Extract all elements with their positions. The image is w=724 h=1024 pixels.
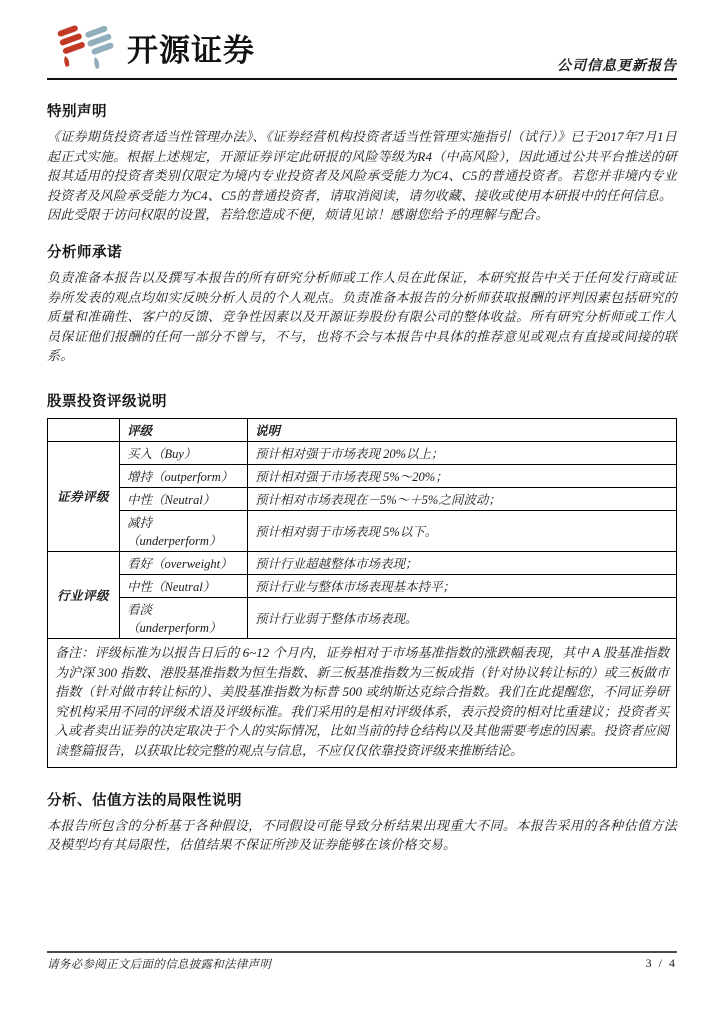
rating-note: 备注：评级标准为以报告日后的 6~12 个月内，证券相对于市场基准指数的涨跌幅表现，其中 A 股基准指数为沪深 300 指数、港股基准指数为恒生指数、新三板基准指数为三板成指（针对协议转让标的）或三板做市指数（针对做市转让标的）、美股基准指数为标普 500 或纳斯达克综合指数。我们在此提醒您，不同证券研究机构采用不同的评级术语及评级标准。我们采用的是相对评级体系，表示投资的相对比重建议；投资者买入或者卖出证券的决定取决于个人的实际情况，比如当前的持仓结构以及其他需要考虑的因素。投资者应阅读整篇报告，以获取比较完整的观点与信息，不应仅仅依靠投资评级来推断结论。 bbox=[48, 638, 677, 767]
header-cell-empty bbox=[48, 418, 120, 441]
table-row bbox=[48, 464, 677, 487]
description-cell: 预计行业与整体市场表现基本持平； bbox=[248, 574, 677, 597]
report-footer bbox=[47, 951, 677, 972]
description-cell: 预计行业弱于整体市场表现。 bbox=[248, 597, 677, 638]
rating-cell: 增持（outperform） bbox=[120, 464, 248, 487]
rating-table bbox=[47, 418, 677, 768]
page-number: 3 / 4 bbox=[645, 956, 677, 970]
section-analyst-pledge bbox=[47, 241, 677, 366]
group-cell-industry: 行业评级 bbox=[48, 551, 120, 638]
header-cell-rating: 评级 bbox=[120, 418, 248, 441]
section-special-statement bbox=[47, 100, 677, 225]
group-cell-securities: 证券评级 bbox=[48, 441, 120, 551]
rating-cell: 看好（overweight） bbox=[120, 551, 248, 574]
report-header bbox=[47, 0, 677, 80]
table-row bbox=[48, 441, 677, 464]
table-row bbox=[48, 597, 677, 638]
description-cell: 预计相对市场表现在－5%～＋5%之间波动； bbox=[248, 487, 677, 510]
rating-table-note-row bbox=[48, 638, 677, 767]
section-rating-explanation bbox=[47, 390, 677, 768]
rating-cell: 减持（underperform） bbox=[120, 510, 248, 551]
table-row bbox=[48, 574, 677, 597]
description-cell: 预计行业超越整体市场表现； bbox=[248, 551, 677, 574]
limitations-title: 分析、估值方法的局限性说明 bbox=[47, 792, 242, 809]
description-cell: 预计相对强于市场表现 5%～20%； bbox=[248, 464, 677, 487]
special-statement-paragraph: 《证券期货投资者适当性管理办法》、《证券经营机构投资者适当性管理实施指引（试行）》已于2017年7月1日起正式实施。根据上述规定，开源证券评定此研报的风险等级为R4（中高风险），因此通过公共平台推送的研报其适用的投资者类别仅限定为境内专业投资者及风险承受能力为C4、C5的普通投资者。若您并非境内专业投资者及风险承受能力为C4、C5的普通投资者，请取消阅读，请勿收藏、接收或使用本研报中的任何信息。 bbox=[47, 129, 677, 203]
limitations-body: 本报告所包含的分析基于各种假设，不同假设可能导致分析结果出现重大不同。本报告采用的各种估值方法及模型均有其局限性，估值结果不保证所涉及证券能够在该价格交易。 bbox=[47, 817, 677, 853]
brand-logo bbox=[57, 24, 255, 70]
analyst-pledge-body: 负责准备本报告以及撰写本报告的所有研究分析师或工作人员在此保证，本研究报告中关于任何发行商或证券所发表的观点均如实反映分析人员的个人观点。负责准备本报告的分析师获取报酬的评判因素包括研究的质量和准确性、客户的反馈、竞争性因素以及开源证券股份有限公司的整体收益。所有研究分析师或工作人员保证他们报酬的任何一部分不曾与，不与，也将不会与本报告中具体的推荐意见或观点有直接或间接的联系。 bbox=[47, 269, 677, 364]
wheat-sheaf-logo-icon bbox=[57, 24, 119, 70]
brand-name: 开源证券 bbox=[127, 32, 255, 68]
rating-table-title: 股票投资评级说明 bbox=[47, 393, 167, 410]
rating-cell: 中性（Neutral） bbox=[120, 487, 248, 510]
header-cell-description: 说明 bbox=[248, 418, 677, 441]
special-statement-paragraph: 因此受限于访问权限的设置，若给您造成不便，烦请见谅！感谢您给予的理解与配合。 bbox=[47, 207, 549, 223]
description-cell: 预计相对强于市场表现 20%以上； bbox=[248, 441, 677, 464]
analyst-pledge-title: 分析师承诺 bbox=[47, 244, 122, 261]
section-valuation-limitations bbox=[47, 789, 677, 855]
table-row bbox=[48, 510, 677, 551]
rating-table-header-row bbox=[48, 418, 677, 441]
rating-cell: 买入（Buy） bbox=[120, 441, 248, 464]
rating-cell: 中性（Neutral） bbox=[120, 574, 248, 597]
report-type-label: 公司信息更新报告 bbox=[557, 59, 677, 74]
rating-cell: 看淡（underperform） bbox=[120, 597, 248, 638]
table-row bbox=[48, 487, 677, 510]
special-statement-title: 特别声明 bbox=[47, 104, 107, 120]
table-row bbox=[48, 551, 677, 574]
description-cell: 预计相对弱于市场表现 5%以下。 bbox=[248, 510, 677, 551]
footer-disclaimer: 请务必参阅正文后面的信息披露和法律声明 bbox=[47, 959, 272, 971]
